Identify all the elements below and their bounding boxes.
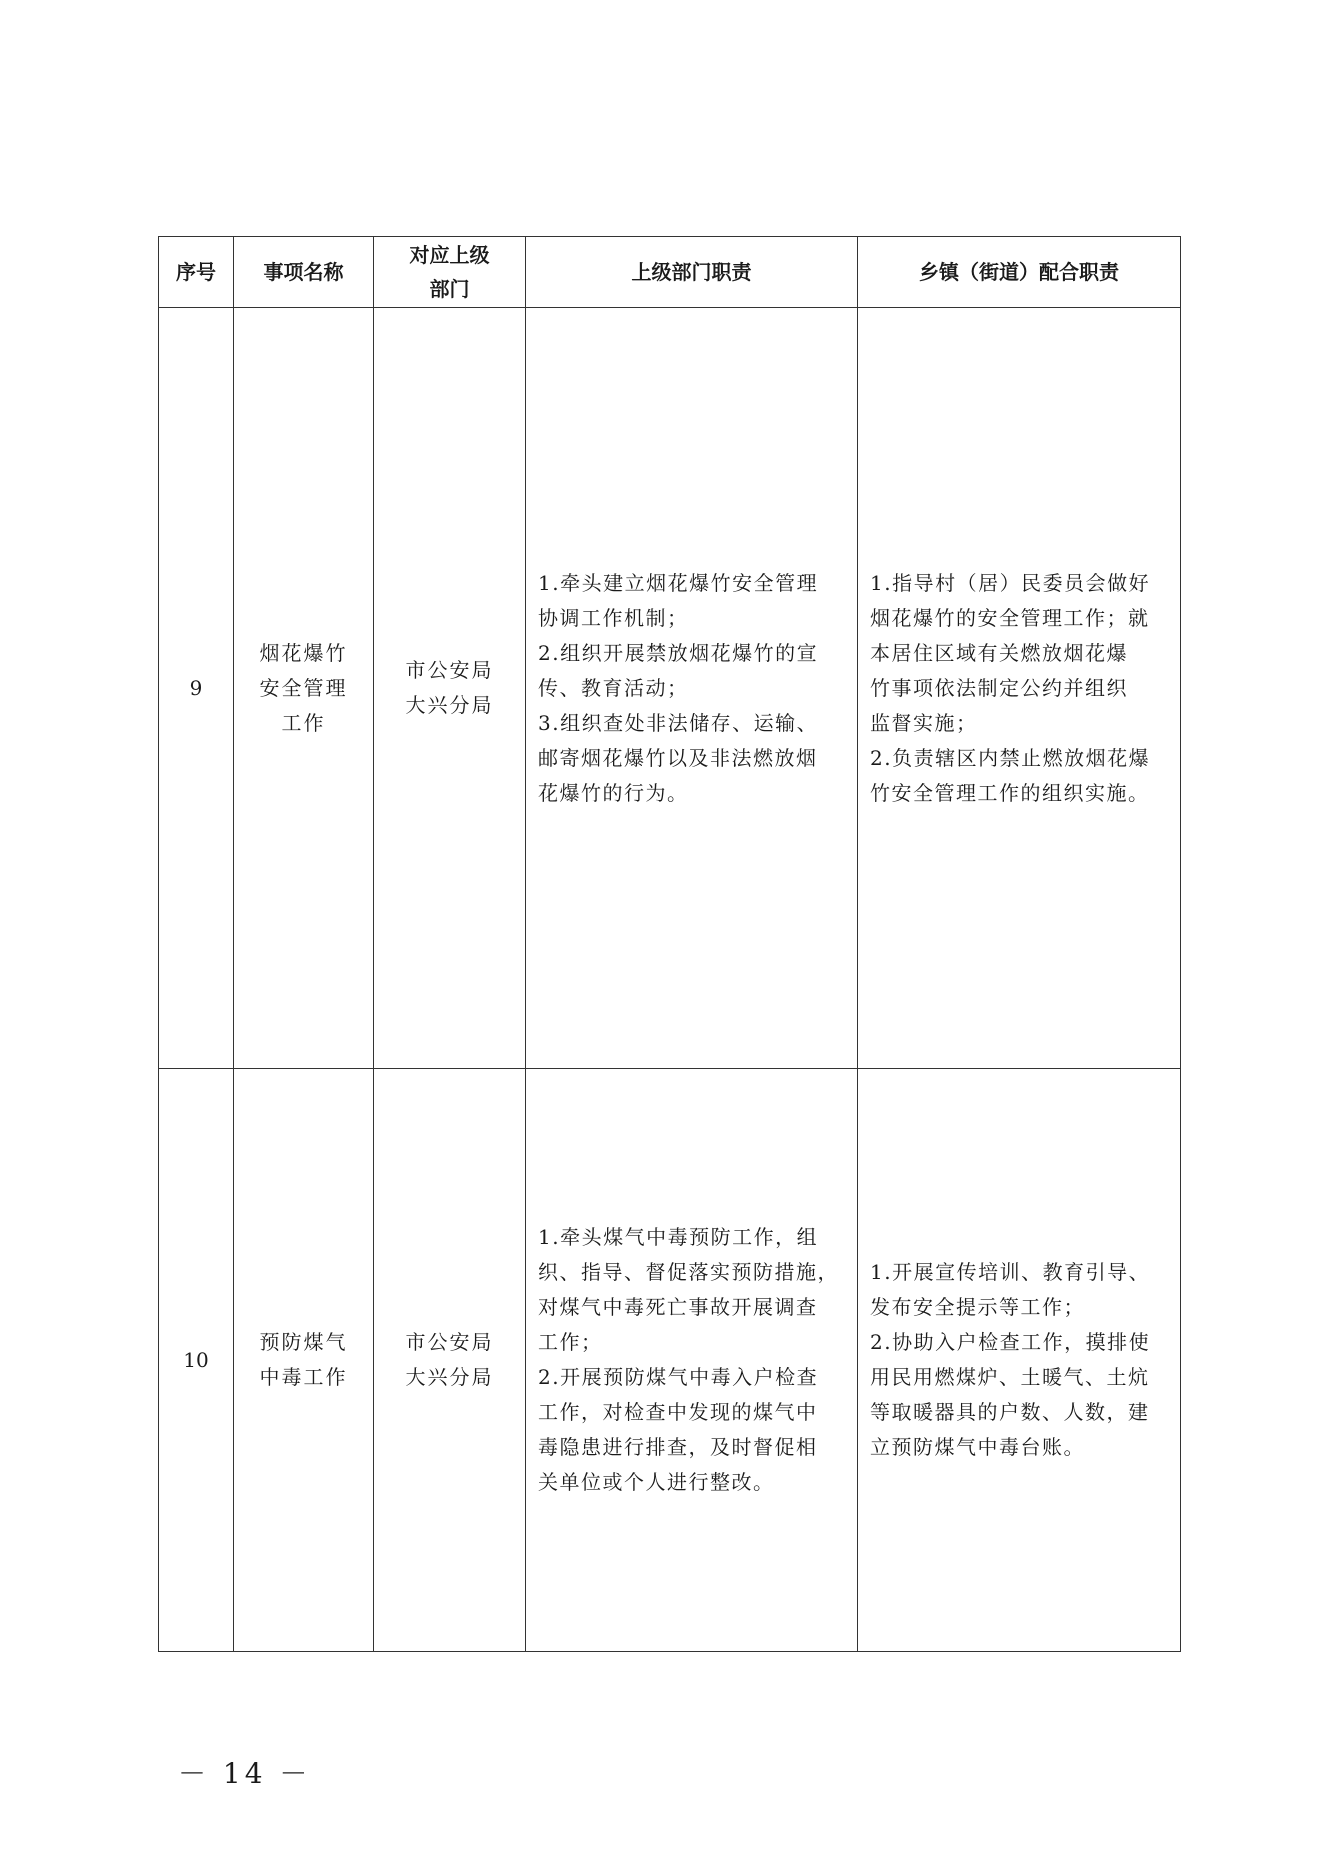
cell-line: 安全管理 [259, 675, 348, 700]
cell-line: 传、教育活动； [538, 675, 689, 700]
cell-line: 立预防煤气中毒台账。 [870, 1435, 1085, 1459]
header-row [159, 237, 1181, 308]
cell-no: 9 [159, 308, 234, 1069]
cell-town-duty [858, 1069, 1181, 1652]
cell-line: 2.组织开展禁放烟花爆竹的宣 [538, 640, 819, 665]
table-row [159, 308, 1181, 1069]
cell-line: 2.负责辖区内禁止燃放烟花爆 [870, 745, 1151, 770]
header-item-name: 事项名称 [234, 237, 374, 308]
cell-line: 邮寄烟花爆竹以及非法燃放烟 [538, 745, 818, 770]
cell-line: 工作 [281, 710, 326, 735]
cell-line: 关单位或个人进行整改。 [538, 1470, 775, 1494]
cell-item-name [234, 1069, 374, 1652]
cell-line: 监督实施； [870, 710, 978, 735]
cell-line: 工作； [538, 1330, 603, 1354]
cell-line: 烟花爆竹的安全管理工作；就 [870, 605, 1150, 630]
cell-line: 1.开展宣传培训、教育引导、 [870, 1260, 1151, 1284]
cell-line: 市公安局 [405, 1330, 494, 1354]
table-row [159, 1069, 1181, 1652]
cell-line: 协调工作机制； [538, 605, 689, 630]
cell-line: 对煤气中毒死亡事故开展调查 [538, 1295, 818, 1319]
cell-line: 等取暖器具的户数、人数，建 [870, 1400, 1150, 1424]
cell-line: 预防煤气 [259, 1330, 348, 1354]
cell-line: 1.牵头建立烟花爆竹安全管理 [538, 570, 819, 595]
cell-line: 毒隐患进行排查，及时督促相 [538, 1435, 818, 1459]
cell-line: 2.开展预防煤气中毒入户检查 [538, 1365, 819, 1389]
header-upper-duty: 上级部门职责 [526, 237, 858, 308]
header-line: 对应上级 [409, 243, 490, 267]
header-line: 部门 [429, 277, 470, 301]
cell-line: 1.指导村（居）民委员会做好 [870, 570, 1151, 595]
cell-line: 花爆竹的行为。 [538, 780, 689, 805]
cell-line: 1.牵头煤气中毒预防工作，组 [538, 1225, 819, 1249]
cell-item-name [234, 308, 374, 1069]
cell-line: 竹安全管理工作的组织实施。 [870, 780, 1150, 805]
header-town-duty: 乡镇（街道）配合职责 [858, 237, 1181, 308]
cell-line: 大兴分局 [405, 1365, 494, 1389]
cell-line: 本居住区域有关燃放烟花爆 [870, 640, 1128, 665]
duty-table [158, 236, 1181, 1652]
cell-line: 大兴分局 [405, 693, 494, 717]
cell-town-duty [858, 308, 1181, 1069]
cell-upper-duty [526, 1069, 858, 1652]
cell-upper-dept [374, 1069, 526, 1652]
cell-line: 织、指导、督促落实预防措施， [538, 1260, 839, 1284]
page-number: － 14 － [178, 1757, 312, 1790]
cell-line: 2.协助入户检查工作，摸排使 [870, 1330, 1151, 1354]
cell-no: 10 [159, 1069, 234, 1652]
cell-upper-dept [374, 308, 526, 1069]
cell-line: 3.组织查处非法储存、运输、 [538, 710, 819, 735]
cell-line: 烟花爆竹 [259, 640, 348, 665]
cell-line: 用民用燃煤炉、土暖气、土炕 [870, 1365, 1150, 1389]
cell-line: 发布安全提示等工作； [870, 1295, 1085, 1319]
cell-line: 竹事项依法制定公约并组织 [870, 675, 1128, 700]
cell-upper-duty [526, 308, 858, 1069]
cell-line: 工作，对检查中发现的煤气中 [538, 1400, 818, 1424]
cell-line: 中毒工作 [259, 1365, 348, 1389]
header-no: 序号 [159, 237, 234, 308]
header-upper-dept [374, 237, 526, 308]
cell-line: 市公安局 [405, 658, 494, 682]
